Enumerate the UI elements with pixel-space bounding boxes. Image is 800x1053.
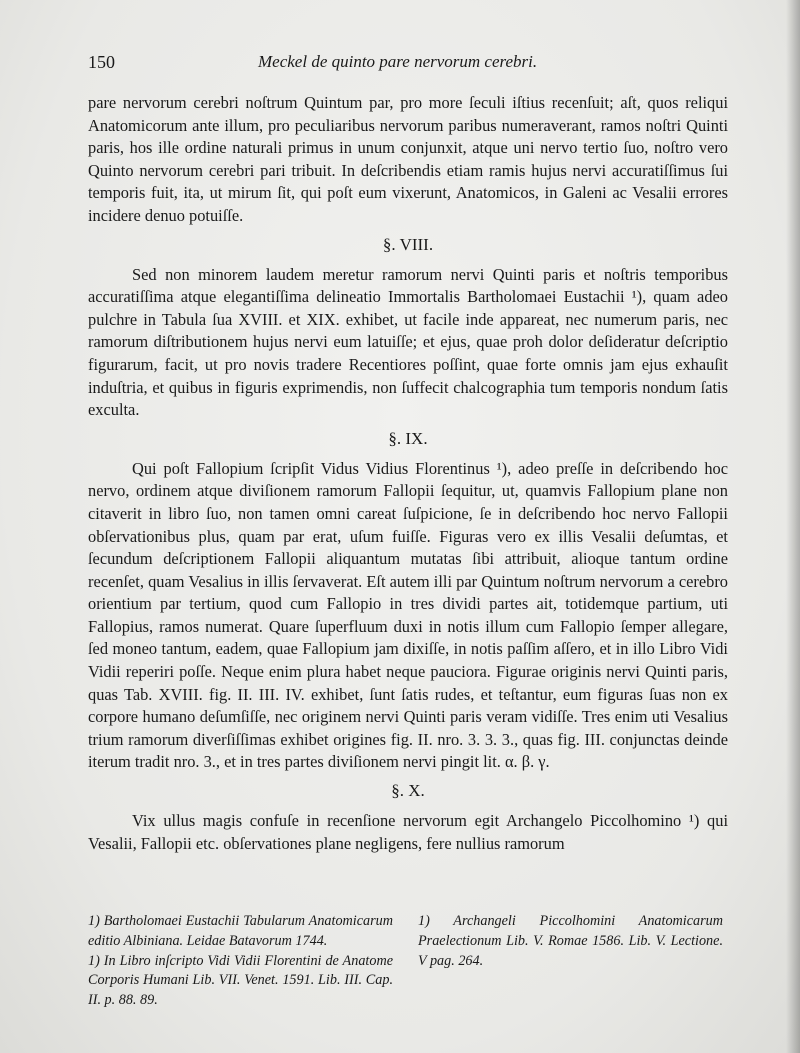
running-title: Meckel de quinto pare nervorum cerebri. (258, 52, 538, 71)
paragraph-section-viii: Sed non minorem laudem meretur ramorum nervi Quinti paris et noſtris temporibus accuratiſſima atque elegantiſſima delineatio Immortalis Bartholomaei Eustachii ¹), quam adeo pulchre in Tabula ſua XVIII. et XIX. exhibet, ut facile inde appareat, nec numerum paris, nec ramorum diſtributionem hujus nervi eum latuiſſe; et ejus, quae proh dolor deſideratur deſcriptio figurarum, facit, ut pro novis tradere Recentiores poſſint, quae forte omnis jam ejus exhauſit induſtria, et quibus in figuris exprimendis, non ſuffecit chalcographia tum temporis nondum ſatis exculta. (88, 264, 728, 420)
main-text (88, 92, 728, 855)
section-heading-viii: §. VIII. (382, 234, 434, 254)
paragraph-section-ix: Qui poſt Fallopium ſcripſit Vidus Vidius Florentinus ¹), adeo preſſe in deſcribendo hoc nervo, ordinem atque diviſionem ramorum Fallopii ſequitur, ut, quamvis Fallopium plane non citaverit in libro ſuo, non tamen omni careat ſuſpicione, ſe in deſcribendo hoc nervo Fallopii obſervationibus plus, quam par erat, uſum fuiſſe. Figuras vero ex illis Vesalii deſumtas, et ſecundum deſcriptionem Fallopii aliquantum mutatas ſibi attribuit, alioque tantum ordine recenſet, quam Vesalius in illis ſervaverat. Eſt autem illi par Quintum noſtrum nervorum a cerebro orientium par tertium, quod cum Fallopio in tres dividi partes ait, totidemque partium, uti Fallopius, ramos numerat. Quare ſuperfluum duxi in notis illum cum Fallopio ſemper allegare, ſed moneo tantum, eadem, quae Fallopium jam dixiſſe, in notis paſſim aſſero, et in illo Libro Vidi Vidii reperiri poſſe. Neque enim plura habet neque pauciora. Figurae originis nervi Quinti paris, quas Tab. XVIII. fig. II. III. IV. exhibet, ſunt ſatis rudes, et teſtantur, eum figuras ſuas non ex corpore humano deſumſiſſe, nec originem nervi Quinti paris veram vidiſſe. Tres enim uti Vesalius trium ramorum diverſiſſimas exhibet origines fig. II. nro. 3. 3. 3., quas fig. III. conjunctas deinde iterum tradit nro. 3., et in tres partes diviſionem nervi pingit lit. α. β. γ. (88, 458, 728, 772)
paragraph-section-x: Vix ullus magis confuſe in recenſione nervorum egit Archangelo Piccolhomino ¹) qui Vesalii, Fallopii etc. obſervationes plane negligens, fere nullius ramorum (88, 811, 728, 853)
section-heading-x: §. X. (391, 781, 425, 801)
page-number: 150 (88, 52, 115, 72)
footnote-vidius: 1) In Libro inſcripto Vidi Vidii Florentini de Anatome Corporis Humani Lib. VII. Venet. 1591. Lib. III. Cap. II. p. 88. 89. (88, 952, 393, 1009)
footnotes-right-column (418, 912, 723, 971)
paragraph-continuation: pare nervorum cerebri noſtrum Quintum par, pro more ſeculi iſtius recenſuit; aſt, quos reliqui Anatomicorum ante illum, pro peculiaribus nervorum paribus numeraverant, ramos noſtri Quinti paris, hos ille ordine naturali primus in unum conjunxit, atque uni nervo tertio ſuo, noſtro vero Quinto nervorum cerebri pari tribuit. In deſcribendis etiam ramis hujus nervi accuratiſſimus ſui temporis fuit, ita, ut mirum ſit, qui poſt eum vixerunt, Anatomicos, in Galeni ac Vesalii errores incidere denuo potuiſſe. (88, 93, 728, 225)
page-edge-shadow (786, 0, 800, 1053)
footnote-eustachius: 1) Bartholomaei Eustachii Tabularum Anatomicarum editio Albiniana. Leidae Batavorum 1744. (88, 913, 393, 949)
footnotes-left-column (88, 912, 393, 1011)
page-header (88, 52, 728, 76)
footnotes (88, 912, 728, 1032)
footnote-piccolhomini: 1) Archangeli Piccolhomini Anatomicarum Praelectionum Lib. V. Romae 1586. Lib. V. Lectione. V pag. 264. (418, 913, 723, 969)
section-heading-ix: §. IX. (388, 428, 428, 448)
